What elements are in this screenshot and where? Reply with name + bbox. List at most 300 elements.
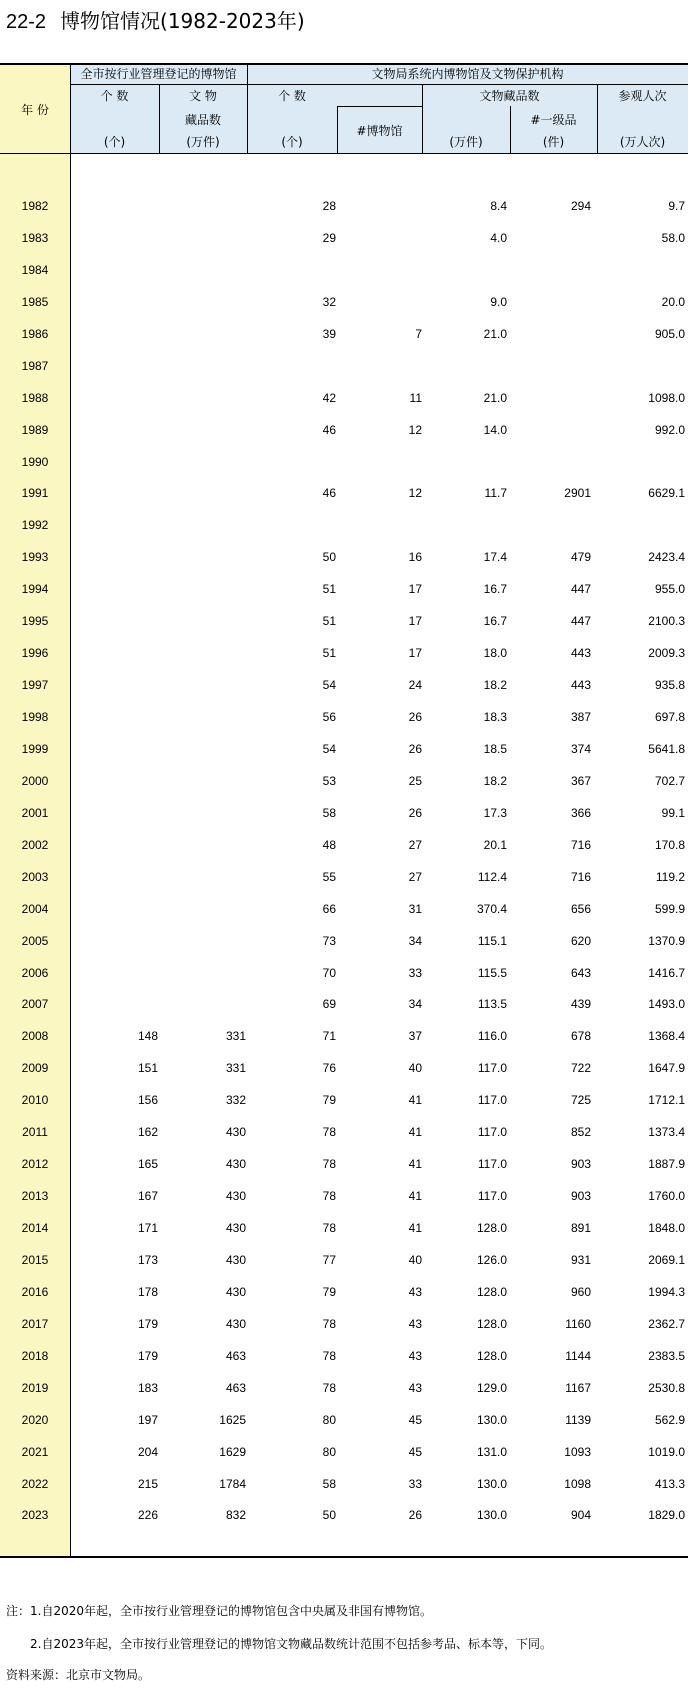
bureau-museum-cell: 45 xyxy=(408,1412,422,1427)
table-row xyxy=(0,1125,688,1157)
bureau-museum-cell: 33 xyxy=(408,1476,422,1491)
visitors-cell: 1373.4 xyxy=(648,1125,685,1140)
bureau-museum-cell: 34 xyxy=(408,933,422,948)
table-row xyxy=(0,934,688,966)
bureau-museum-cell: 17 xyxy=(408,582,422,597)
table-row xyxy=(0,1061,688,1093)
year-cell: 2008 xyxy=(21,1029,49,1044)
bureau-grade1-cell: 447 xyxy=(570,582,591,597)
visitors-cell: 6629.1 xyxy=(648,486,685,501)
bureau-relics-cell: 128.0 xyxy=(476,1221,507,1235)
city-relics-cell: 430 xyxy=(225,1189,246,1204)
city-count-cell: 151 xyxy=(137,1061,158,1076)
bureau-relics-cell: 115.1 xyxy=(477,933,507,948)
year-cell: 2007 xyxy=(21,997,49,1012)
bureau-museum-cell: 16 xyxy=(408,550,422,565)
bureau-museum-cell: 34 xyxy=(408,997,422,1012)
city-relics-cell: 331 xyxy=(225,1061,246,1076)
city-count-cell: 183 xyxy=(137,1380,158,1395)
visitors-cell: 2423.4 xyxy=(648,550,685,565)
visitors-cell: 905.0 xyxy=(654,326,685,341)
bureau-relics-cell: 117.0 xyxy=(477,1189,507,1204)
visitors-cell: 562.9 xyxy=(654,1412,685,1427)
bureau-count-cell: 32 xyxy=(322,294,336,309)
city-count-cell: 179 xyxy=(137,1316,158,1331)
bureau-grade1-cell: 722 xyxy=(570,1061,591,1076)
bureau-museum-cell: 26 xyxy=(408,1508,422,1523)
bureau-museum-cell: 40 xyxy=(408,1061,422,1076)
bureau-museum-cell: 12 xyxy=(408,486,422,501)
bureau-grade1-header: #一级品 xyxy=(530,113,577,127)
table-row xyxy=(0,391,688,423)
bureau-museum-cell: 45 xyxy=(408,1444,422,1459)
bureau-count-cell: 73 xyxy=(322,933,336,948)
bureau-count-cell: 69 xyxy=(322,997,336,1012)
bureau-relics-unit: (万件) xyxy=(449,135,483,149)
city-relics-cell: 430 xyxy=(225,1221,246,1235)
year-header: 年 份 xyxy=(21,103,49,117)
bureau-grade1-cell: 366 xyxy=(570,805,591,820)
table-row xyxy=(0,1381,688,1413)
visitors-cell: 1493.0 xyxy=(648,997,685,1012)
bureau-museum-cell: 11 xyxy=(409,390,422,405)
bureau-grade1-cell: 852 xyxy=(570,1125,591,1140)
city-relics-cell: 1625 xyxy=(219,1412,246,1427)
bureau-museum-cell: 43 xyxy=(408,1380,422,1395)
bureau-count-cell: 50 xyxy=(322,550,336,565)
bureau-grade1-cell: 656 xyxy=(570,901,591,916)
visitors-cell: 99.1 xyxy=(661,805,685,820)
visitors-cell: 1829.0 xyxy=(648,1508,685,1523)
bureau-museum-cell: 41 xyxy=(408,1093,422,1108)
year-cell: 1991 xyxy=(21,486,49,501)
city-count-cell: 197 xyxy=(137,1412,158,1427)
bureau-grade1-cell: 1167 xyxy=(565,1380,591,1395)
city-relics-cell: 463 xyxy=(225,1380,246,1395)
bureau-count-cell: 50 xyxy=(322,1508,336,1523)
bureau-museum-cell: 26 xyxy=(408,710,422,724)
bureau-relics-cell: 117.0 xyxy=(477,1157,507,1172)
bureau-count-cell: 79 xyxy=(322,1093,336,1108)
table-row xyxy=(0,806,688,838)
bureau-grade1-unit: (件) xyxy=(542,135,565,149)
year-cell: 2000 xyxy=(21,773,49,788)
bureau-museum-cell: 41 xyxy=(408,1125,422,1140)
subheader-divider xyxy=(337,106,422,107)
visitors-cell: 2100.3 xyxy=(648,614,685,629)
bureau-relics-cell: 18.5 xyxy=(483,741,507,756)
city-relics-cell: 430 xyxy=(225,1316,246,1331)
bureau-relics-cell: 8.4 xyxy=(490,199,507,213)
bureau-museum-cell: 31 xyxy=(408,901,422,916)
note-1: 注：1.自2020年起，全市按行业管理登记的博物馆包含中央属及非国有博物馆。 xyxy=(6,1604,432,1618)
bureau-relics-cell: 116.0 xyxy=(477,1029,507,1044)
bureau-museum-header: #博物馆 xyxy=(356,124,403,138)
year-cell: 1997 xyxy=(21,678,49,693)
city-count-cell: 162 xyxy=(137,1125,158,1140)
bureau-grade1-cell: 2901 xyxy=(564,486,591,501)
bureau-grade1-cell: 1093 xyxy=(564,1444,591,1459)
visitors-cell: 1994.3 xyxy=(648,1284,685,1299)
year-cell: 1984 xyxy=(21,262,49,277)
city-relics-cell: 331 xyxy=(225,1029,246,1044)
year-cell: 2011 xyxy=(22,1125,48,1140)
table-row xyxy=(0,199,688,231)
year-cell: 1994 xyxy=(21,582,49,597)
city-relics-cell: 1629 xyxy=(219,1444,246,1459)
visitors-cell: 2530.8 xyxy=(648,1380,685,1395)
bureau-grade1-cell: 447 xyxy=(570,614,591,629)
table-row xyxy=(0,1445,688,1477)
table-row xyxy=(0,231,688,263)
bureau-count-cell: 58 xyxy=(322,805,336,820)
bureau-relics-cell: 9.0 xyxy=(490,294,507,309)
table-row xyxy=(0,1221,688,1253)
header-bottom-border xyxy=(0,153,688,154)
year-cell: 2010 xyxy=(21,1093,49,1108)
table-top-border xyxy=(0,63,688,65)
table-row xyxy=(0,1157,688,1189)
bureau-relics-cell: 18.2 xyxy=(483,773,507,788)
bureau-relics-cell: 128.0 xyxy=(476,1348,507,1363)
bureau-count-cell: 46 xyxy=(322,486,336,501)
city-count-cell: 173 xyxy=(137,1252,158,1267)
bureau-grade1-cell: 931 xyxy=(570,1252,591,1267)
bureau-count-cell: 53 xyxy=(322,773,336,788)
bureau-relics-cell: 128.0 xyxy=(476,1316,507,1331)
year-cell: 2014 xyxy=(21,1221,49,1235)
table-body xyxy=(0,199,688,1540)
year-cell: 2023 xyxy=(21,1508,49,1523)
bureau-museum-cell: 26 xyxy=(408,805,422,820)
city-relics-cell: 332 xyxy=(225,1093,246,1108)
table-row xyxy=(0,614,688,646)
year-cell: 1999 xyxy=(21,741,49,756)
bureau-grade1-cell: 1144 xyxy=(565,1348,591,1363)
bureau-grade1-cell: 1160 xyxy=(565,1316,591,1331)
bureau-grade1-cell: 903 xyxy=(570,1157,591,1172)
visitors-cell: 1712.1 xyxy=(648,1093,685,1108)
year-cell: 1985 xyxy=(21,294,49,309)
bureau-relics-cell: 117.0 xyxy=(477,1061,507,1076)
city-count-cell: 171 xyxy=(137,1221,158,1235)
table-row xyxy=(0,1349,688,1381)
bureau-grade1-cell: 716 xyxy=(570,869,591,884)
visitors-header: 参观人次 xyxy=(618,89,667,103)
bureau-museum-cell: 40 xyxy=(408,1252,422,1267)
city-count-cell: 215 xyxy=(137,1476,158,1491)
year-cell: 1989 xyxy=(21,422,49,437)
city-relics-cell: 463 xyxy=(225,1348,246,1363)
bureau-museum-cell: 26 xyxy=(408,741,422,756)
year-cell: 1993 xyxy=(21,550,49,565)
bureau-count-cell: 56 xyxy=(322,710,336,724)
bureau-relics-cell: 17.3 xyxy=(483,805,507,820)
year-cell: 2001 xyxy=(21,805,49,820)
bureau-grade1-cell: 374 xyxy=(570,741,591,756)
bureau-relics-cell: 11.7 xyxy=(484,486,507,501)
year-cell: 1988 xyxy=(21,390,49,405)
bureau-museum-cell: 27 xyxy=(408,837,422,852)
bureau-grade1-cell: 294 xyxy=(570,199,591,213)
bureau-relics-cell: 16.7 xyxy=(483,582,507,597)
bureau-count-cell: 66 xyxy=(322,901,336,916)
bureau-museum-cell: 43 xyxy=(408,1284,422,1299)
page-title xyxy=(6,6,305,37)
city-relics-cell: 430 xyxy=(225,1125,246,1140)
bureau-count-cell: 70 xyxy=(322,965,336,980)
bureau-count-cell: 28 xyxy=(322,199,336,213)
bureau-count-cell: 79 xyxy=(322,1284,336,1299)
bureau-count-cell: 29 xyxy=(322,230,336,245)
table-row xyxy=(0,327,688,359)
bureau-count-cell: 78 xyxy=(322,1221,336,1235)
bureau-grade1-cell: 367 xyxy=(570,773,591,788)
table-row xyxy=(0,1189,688,1221)
bureau-museum-cell: 12 xyxy=(408,422,422,437)
table-row xyxy=(0,1317,688,1349)
year-cell: 1996 xyxy=(21,646,49,661)
bureau-grade1-cell: 643 xyxy=(570,965,591,980)
visitors-cell: 702.7 xyxy=(654,773,685,788)
visitors-cell: 1647.9 xyxy=(648,1061,685,1076)
visitors-cell: 992.0 xyxy=(654,422,685,437)
bureau-count-cell: 80 xyxy=(322,1444,336,1459)
bureau-relics-cell: 112.4 xyxy=(477,869,507,884)
bureau-grade1-cell: 716 xyxy=(570,837,591,852)
source-note: 资料来源：北京市文物局。 xyxy=(6,1668,151,1682)
table-row xyxy=(0,1253,688,1285)
table-row xyxy=(0,263,688,295)
city-count-cell: 226 xyxy=(137,1508,158,1523)
table-row xyxy=(0,742,688,774)
bureau-relics-cell: 115.5 xyxy=(477,965,507,980)
bureau-grade1-cell: 387 xyxy=(570,710,591,724)
bureau-count-cell: 48 xyxy=(322,837,336,852)
bureau-relics-cell: 16.7 xyxy=(483,614,507,629)
table-row xyxy=(0,486,688,518)
bureau-count-cell: 71 xyxy=(322,1029,336,1044)
visitors-cell: 599.9 xyxy=(654,901,685,916)
year-cell: 2020 xyxy=(21,1412,49,1427)
visitors-cell: 58.0 xyxy=(661,230,685,245)
visitors-cell: 2069.1 xyxy=(648,1252,685,1267)
bureau-relics-cell: 129.0 xyxy=(476,1380,507,1395)
table-row xyxy=(0,518,688,550)
bureau-grade1-cell: 479 xyxy=(570,550,591,565)
bureau-count-cell: 78 xyxy=(322,1316,336,1331)
bureau-count-cell: 78 xyxy=(322,1157,336,1172)
year-cell: 2003 xyxy=(21,869,49,884)
bureau-relics-cell: 130.0 xyxy=(476,1412,507,1427)
year-cell: 2006 xyxy=(21,965,49,980)
visitors-cell: 1848.0 xyxy=(648,1221,685,1235)
visitors-cell: 170.8 xyxy=(654,837,685,852)
visitors-cell: 935.8 xyxy=(654,678,685,693)
city-relics-cell: 1784 xyxy=(219,1476,246,1491)
year-cell: 2012 xyxy=(21,1157,49,1172)
bureau-relics-header: 文物藏品数 xyxy=(479,89,540,103)
bureau-museum-cell: 43 xyxy=(408,1348,422,1363)
year-cell: 1992 xyxy=(21,518,49,533)
bureau-count-cell: 78 xyxy=(322,1380,336,1395)
year-cell: 2019 xyxy=(21,1380,49,1395)
table-row xyxy=(0,1477,688,1509)
bureau-grade1-cell: 443 xyxy=(570,646,591,661)
bureau-grade1-cell: 439 xyxy=(570,997,591,1012)
year-cell: 1982 xyxy=(21,199,49,213)
city-count-header: 个 数 xyxy=(100,89,129,103)
bureau-count-cell: 78 xyxy=(322,1189,336,1204)
table-row xyxy=(0,582,688,614)
table-row xyxy=(0,774,688,806)
bureau-count-cell: 51 xyxy=(322,582,336,597)
visitors-unit: (万人次) xyxy=(619,135,666,149)
year-cell: 1998 xyxy=(21,710,49,724)
bureau-museum-cell: 24 xyxy=(408,678,422,693)
visitors-cell: 2009.3 xyxy=(648,646,685,661)
group-header-divider xyxy=(70,84,688,85)
year-cell: 1987 xyxy=(21,358,49,373)
table-row xyxy=(0,966,688,998)
bureau-relics-cell: 18.3 xyxy=(483,710,507,724)
bureau-relics-cell: 14.0 xyxy=(483,422,507,437)
table-row xyxy=(0,1413,688,1445)
city-count-cell: 165 xyxy=(137,1157,158,1172)
bureau-museum-cell: 43 xyxy=(408,1316,422,1331)
visitors-cell: 1416.7 xyxy=(648,965,685,980)
bureau-grade1-cell: 891 xyxy=(570,1221,591,1235)
table-row xyxy=(0,710,688,742)
year-cell: 2018 xyxy=(21,1348,49,1363)
bureau-count-cell: 80 xyxy=(322,1412,336,1427)
year-cell: 1990 xyxy=(21,454,49,469)
bureau-relics-cell: 117.0 xyxy=(477,1125,507,1140)
bureau-count-cell: 51 xyxy=(322,646,336,661)
year-cell: 2005 xyxy=(21,933,49,948)
table-row xyxy=(0,997,688,1029)
year-cell: 2016 xyxy=(21,1284,49,1299)
bureau-relics-cell: 113.5 xyxy=(477,997,507,1012)
visitors-cell: 1368.4 xyxy=(648,1029,685,1044)
city-relics-cell: 430 xyxy=(225,1284,246,1299)
city-count-cell: 148 xyxy=(137,1029,158,1044)
table-bottom-border xyxy=(0,1556,688,1558)
city-count-cell: 204 xyxy=(137,1444,158,1459)
table-row xyxy=(0,423,688,455)
bureau-museum-cell: 41 xyxy=(408,1157,422,1172)
visitors-cell: 1370.9 xyxy=(648,933,685,948)
city-count-cell: 179 xyxy=(137,1348,158,1363)
year-cell: 1995 xyxy=(21,614,49,629)
bureau-grade1-cell: 1139 xyxy=(565,1412,591,1427)
bureau-museum-cell: 17 xyxy=(408,646,422,661)
bureau-count-header: 个 数 xyxy=(278,89,306,103)
bureau-grade1-cell: 904 xyxy=(570,1508,591,1523)
visitors-cell: 20.0 xyxy=(661,294,685,309)
year-cell: 2004 xyxy=(21,901,49,916)
table-row xyxy=(0,1029,688,1061)
table-row xyxy=(0,870,688,902)
visitors-cell: 5641.8 xyxy=(648,741,685,756)
bureau-museum-cell: 27 xyxy=(408,869,422,884)
visitors-cell: 1760.0 xyxy=(648,1189,685,1204)
bureau-grade1-cell: 678 xyxy=(570,1029,591,1044)
table-row xyxy=(0,359,688,391)
bureau-museum-cell: 41 xyxy=(408,1189,422,1204)
bureau-grade1-cell: 1098 xyxy=(564,1476,591,1491)
bureau-grade1-cell: 903 xyxy=(570,1189,591,1204)
city-relics-cell: 430 xyxy=(225,1252,246,1267)
city-count-cell: 167 xyxy=(137,1189,158,1204)
bureau-relics-cell: 131.0 xyxy=(476,1444,507,1459)
bureau-count-cell: 46 xyxy=(322,422,336,437)
city-relics-unit: (万件) xyxy=(186,135,220,149)
bureau-relics-cell: 370.4 xyxy=(476,901,507,916)
bureau-grade1-cell: 725 xyxy=(570,1093,591,1108)
city-count-cell: 178 xyxy=(137,1284,158,1299)
year-cell: 2009 xyxy=(21,1061,49,1076)
table-title: 博物馆情况(1982-2023年) xyxy=(60,9,305,33)
bureau-museum-cell: 41 xyxy=(408,1221,422,1235)
visitors-cell: 2362.7 xyxy=(648,1316,685,1331)
bureau-relics-cell: 130.0 xyxy=(476,1508,507,1523)
bureau-relics-cell: 18.2 xyxy=(483,678,507,693)
table-row xyxy=(0,646,688,678)
group-header-bureau: 文物局系统内博物馆及文物保护机构 xyxy=(371,67,564,81)
year-cell: 2013 xyxy=(21,1189,49,1204)
table-row xyxy=(0,838,688,870)
table-row xyxy=(0,295,688,327)
city-relics-cell: 430 xyxy=(225,1157,246,1172)
table-row xyxy=(0,550,688,582)
bureau-relics-cell: 4.0 xyxy=(490,230,507,245)
year-cell: 2002 xyxy=(21,837,49,852)
bureau-relics-cell: 130.0 xyxy=(476,1476,507,1491)
bureau-count-cell: 54 xyxy=(322,741,336,756)
bureau-relics-cell: 21.0 xyxy=(483,390,507,405)
bureau-grade1-cell: 960 xyxy=(570,1284,591,1299)
bureau-museum-cell: 33 xyxy=(408,965,422,980)
bureau-relics-cell: 128.0 xyxy=(476,1284,507,1299)
bureau-relics-cell: 18.0 xyxy=(483,646,507,661)
city-relics-cell: 832 xyxy=(225,1508,246,1523)
city-relics-header-2: 藏品数 xyxy=(184,113,221,127)
visitors-cell: 1019.0 xyxy=(648,1444,685,1459)
year-cell: 1986 xyxy=(21,326,49,341)
group-header-city: 全市按行业管理登记的博物馆 xyxy=(80,67,237,81)
table-row xyxy=(0,902,688,934)
visitors-cell: 9.7 xyxy=(668,199,685,213)
visitors-cell: 119.2 xyxy=(655,869,685,884)
bureau-grade1-cell: 620 xyxy=(570,933,591,948)
bureau-count-cell: 58 xyxy=(322,1476,336,1491)
visitors-cell: 2383.5 xyxy=(648,1348,685,1363)
bureau-count-cell: 42 xyxy=(322,390,336,405)
bureau-museum-cell: 37 xyxy=(408,1029,422,1044)
bureau-count-cell: 51 xyxy=(322,614,336,629)
bureau-museum-cell: 25 xyxy=(408,773,422,788)
bureau-relics-cell: 117.0 xyxy=(477,1093,507,1108)
bureau-museum-cell: 17 xyxy=(408,614,422,629)
visitors-cell: 1887.9 xyxy=(648,1157,685,1172)
bureau-relics-cell: 17.4 xyxy=(483,550,507,565)
bureau-count-cell: 54 xyxy=(322,678,336,693)
year-cell: 2017 xyxy=(21,1316,49,1331)
year-cell: 2015 xyxy=(21,1252,49,1267)
visitors-cell: 1098.0 xyxy=(648,390,685,405)
bureau-museum-cell: 7 xyxy=(415,326,422,341)
